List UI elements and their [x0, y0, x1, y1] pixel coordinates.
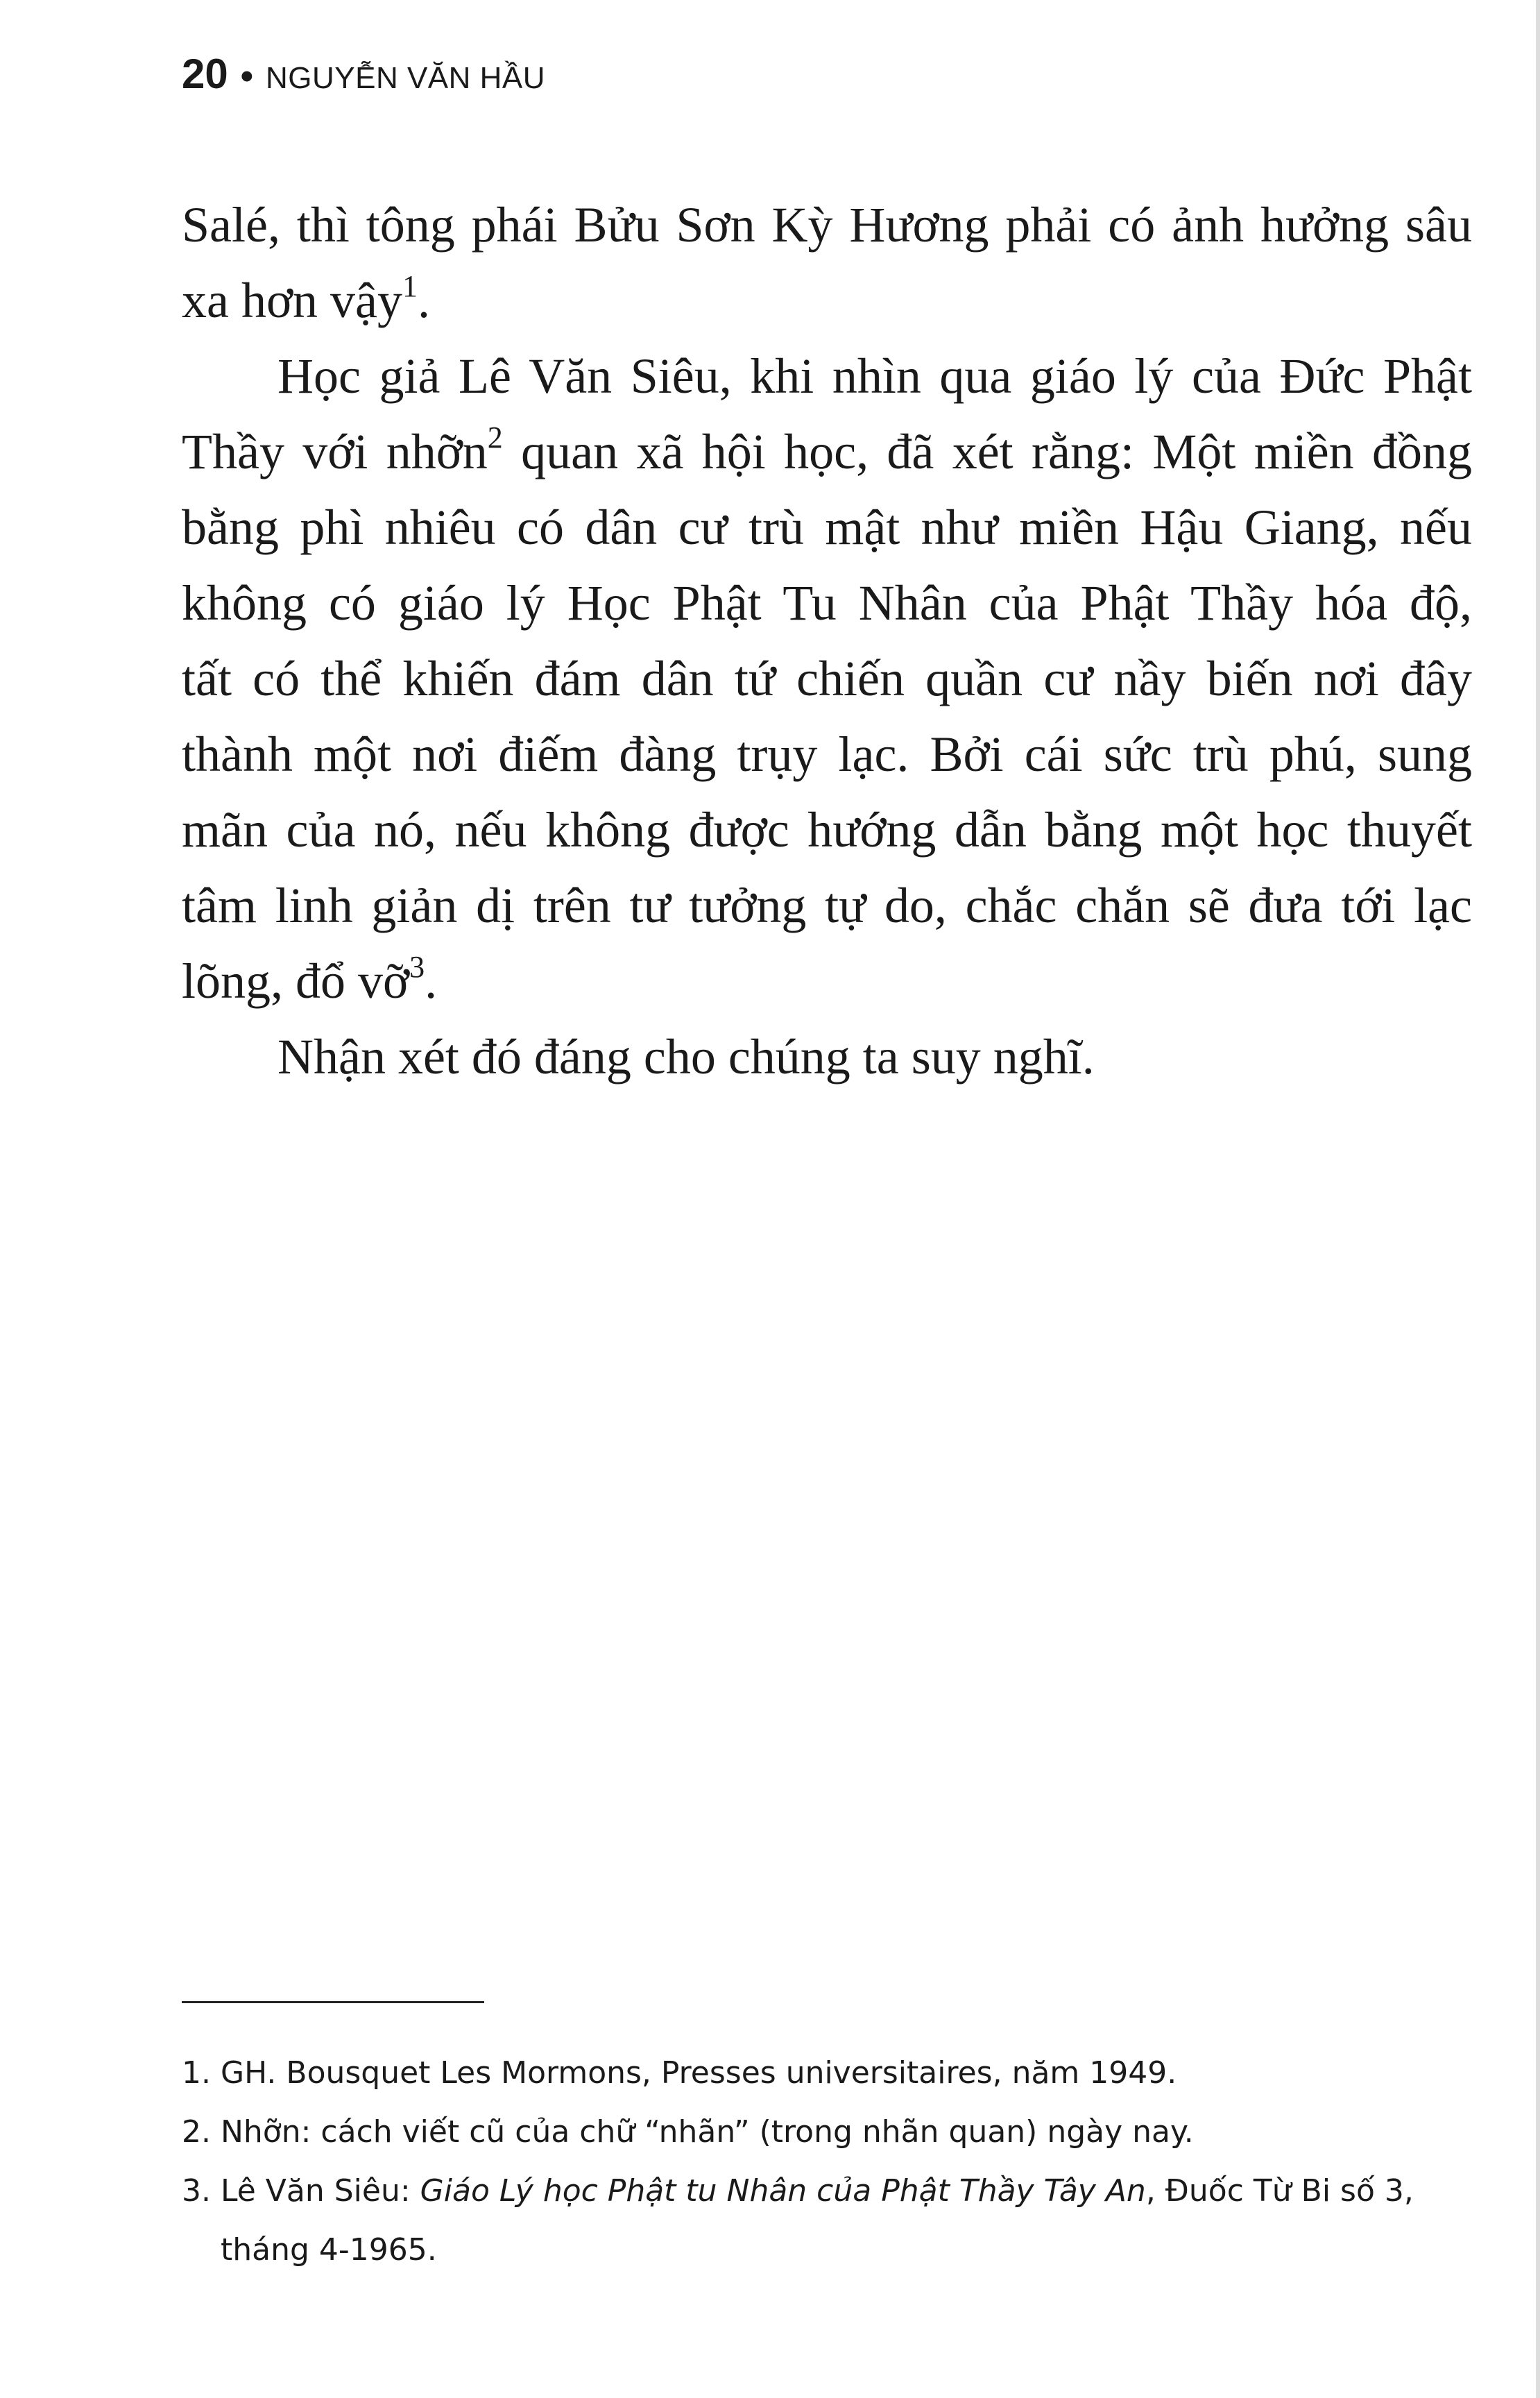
body-line [182, 944, 1472, 1019]
header-author: NGUYỄN VĂN HẦU [265, 61, 546, 95]
footnote-number: 2. [182, 2114, 211, 2150]
footnote-title: Giáo Lý học Phật tu Nhân của Phật Thầy Tây An [420, 2173, 1146, 2209]
page-edge [1536, 0, 1540, 2398]
line-text: bằng phì nhiêu có dân cư trù mật như miền Hậu Giang, nếu [182, 500, 1472, 555]
line-text: thành một nơi điếm đàng trụy lạc. Bởi cái sức trù phú, sung [182, 726, 1472, 782]
footnote-date: tháng 4-1965. [221, 2232, 437, 2268]
line-text: Nhận xét đó đáng cho chúng ta suy nghĩ. [277, 1029, 1095, 1085]
line-text: . [418, 273, 430, 328]
footnote-number: 3. [182, 2173, 211, 2209]
footnote-number: 1. [182, 2055, 211, 2091]
line-text: tâm linh giản dị trên tư tưởng tự do, chắc chắn sẽ đưa tới lạc [182, 878, 1472, 933]
header-separator: • [240, 56, 253, 96]
footnote-source: , Đuốc Từ Bi số 3, [1145, 2173, 1414, 2209]
footnote-2 [182, 2102, 1486, 2161]
body-line [182, 339, 1472, 414]
line-text: Thầy với nhỡn [182, 424, 488, 479]
footnote-ref: 1 [402, 269, 418, 303]
body-line [182, 792, 1472, 868]
footnotes [182, 2043, 1486, 2279]
body-line [182, 263, 1472, 339]
page-number: 20 [182, 51, 228, 97]
footnote-ref: 2 [487, 420, 503, 454]
footnote-text: GH. Bousquet Les Mormons, Presses universitaires, năm 1949. [221, 2055, 1177, 2091]
footnote-text [221, 2161, 1414, 2279]
line-text: xa hơn vậy [182, 273, 402, 328]
footnote-ref: 3 [409, 950, 425, 984]
line-text: mãn của nó, nếu không được hướng dẫn bằng một học thuyết [182, 802, 1472, 858]
body-line [182, 1019, 1472, 1095]
body-line [182, 868, 1472, 944]
running-header [182, 50, 545, 98]
footnote-3 [182, 2161, 1486, 2279]
footnote-text: Nhỡn: cách viết cũ của chữ “nhãn” (trong nhãn quan) ngày nay. [221, 2114, 1194, 2150]
body-line [182, 490, 1472, 566]
line-text: Học giả Lê Văn Siêu, khi nhìn qua giáo lý của Đức Phật [277, 348, 1472, 404]
line-text: lõng, đổ vỡ [182, 953, 410, 1009]
body-line [182, 717, 1472, 792]
line-text: . [425, 953, 438, 1009]
line-text: tất có thể khiến đám dân tứ chiến quần cư nầy biến nơi đây [182, 651, 1472, 706]
body-line [182, 566, 1472, 641]
line-text: Salé, thì tông phái Bửu Sơn Kỳ Hương phải có ảnh hưởng sâu [182, 197, 1472, 253]
body-line [182, 641, 1472, 717]
body-text [182, 187, 1472, 1095]
footnote-1 [182, 2043, 1486, 2102]
footnote-author: Lê Văn Siêu: [221, 2173, 420, 2209]
line-text: không có giáo lý Học Phật Tu Nhân của Phật Thầy hóa độ, [182, 575, 1472, 631]
body-line [182, 414, 1472, 490]
footnote-divider [182, 2001, 484, 2003]
line-text: quan xã hội học, đã xét rằng: Một miền đồng [502, 424, 1473, 479]
body-line [182, 187, 1472, 263]
